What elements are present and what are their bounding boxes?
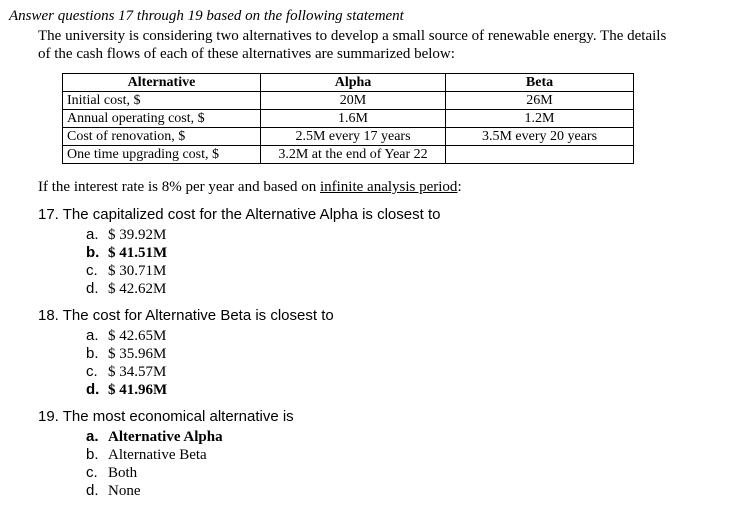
table-row — [63, 128, 634, 146]
table-row — [63, 146, 634, 164]
question-18: 18. The cost for Alternative Beta is closest to — [38, 307, 334, 324]
option-text: $ 42.62M — [108, 281, 167, 297]
option-19a[interactable] — [86, 428, 223, 446]
option-19b[interactable] — [86, 446, 207, 464]
interest-colon: : — [457, 179, 462, 195]
option-17a[interactable] — [86, 226, 166, 244]
option-letter: a. — [86, 428, 99, 445]
option-18c[interactable] — [86, 363, 166, 381]
table-header-cell: Beta — [446, 74, 634, 92]
table-header-row — [63, 74, 634, 92]
option-letter: c. — [86, 262, 98, 279]
table-cell: 2.5M every 17 years — [261, 128, 446, 146]
table-cell: 3.2M at the end of Year 22 — [261, 146, 446, 164]
option-text: Alternative Alpha — [108, 429, 223, 445]
option-letter: d. — [86, 482, 99, 499]
table-row — [63, 110, 634, 128]
option-letter: b. — [86, 345, 99, 362]
table-row — [63, 92, 634, 110]
table-cell: 1.2M — [446, 110, 634, 128]
option-text: Both — [108, 465, 138, 481]
table-cell: 3.5M every 20 years — [446, 128, 634, 146]
table-cell: 26M — [446, 92, 634, 110]
option-text: $ 34.57M — [108, 364, 167, 380]
interest-statement — [38, 179, 462, 196]
option-text: Alternative Beta — [108, 447, 207, 463]
table-header-cell: Alpha — [261, 74, 446, 92]
option-letter: d. — [86, 381, 100, 398]
table-cell: Initial cost, $ — [63, 92, 261, 110]
interest-text: If the interest rate is 8% per year and based on — [38, 179, 320, 195]
intro-line-2: of the cash flows of each of these alternatives are summarized below: — [38, 46, 455, 62]
option-text: $ 41.96M — [108, 382, 168, 398]
option-19c[interactable] — [86, 464, 137, 482]
option-17d[interactable] — [86, 280, 166, 298]
option-letter: a. — [86, 226, 99, 243]
option-text: $ 41.51M — [108, 245, 168, 261]
option-letter: c. — [86, 464, 98, 481]
alternatives-table — [62, 73, 634, 164]
table-cell: One time upgrading cost, $ — [63, 146, 261, 164]
table-cell: 1.6M — [261, 110, 446, 128]
option-letter: b. — [86, 244, 100, 261]
option-17c[interactable] — [86, 262, 166, 280]
table-header-cell: Alternative — [63, 74, 261, 92]
option-17b[interactable] — [86, 244, 167, 262]
option-letter: d. — [86, 280, 99, 297]
option-18a[interactable] — [86, 327, 166, 345]
option-18b[interactable] — [86, 345, 166, 363]
option-letter: a. — [86, 327, 99, 344]
option-text: $ 39.92M — [108, 227, 167, 243]
option-letter: b. — [86, 446, 99, 463]
option-letter: c. — [86, 363, 98, 380]
option-18d[interactable] — [86, 381, 167, 399]
option-text: $ 30.71M — [108, 263, 167, 279]
table-cell: 20M — [261, 92, 446, 110]
option-text: $ 35.96M — [108, 346, 167, 362]
intro-line-1: The university is considering two alternatives to develop a small source of renewable energy. The details — [38, 28, 667, 44]
section-header: Answer questions 17 through 19 based on the following statement — [9, 8, 404, 24]
option-text: $ 42.65M — [108, 328, 167, 344]
table-cell — [446, 146, 634, 164]
question-17: 17. The capitalized cost for the Alternative Alpha is closest to — [38, 206, 441, 223]
table-cell: Annual operating cost, $ — [63, 110, 261, 128]
question-19: 19. The most economical alternative is — [38, 408, 294, 425]
option-19d[interactable] — [86, 482, 141, 500]
option-text: None — [108, 483, 141, 499]
interest-underlined: infinite analysis period — [319, 179, 458, 195]
table-cell: Cost of renovation, $ — [63, 128, 261, 146]
